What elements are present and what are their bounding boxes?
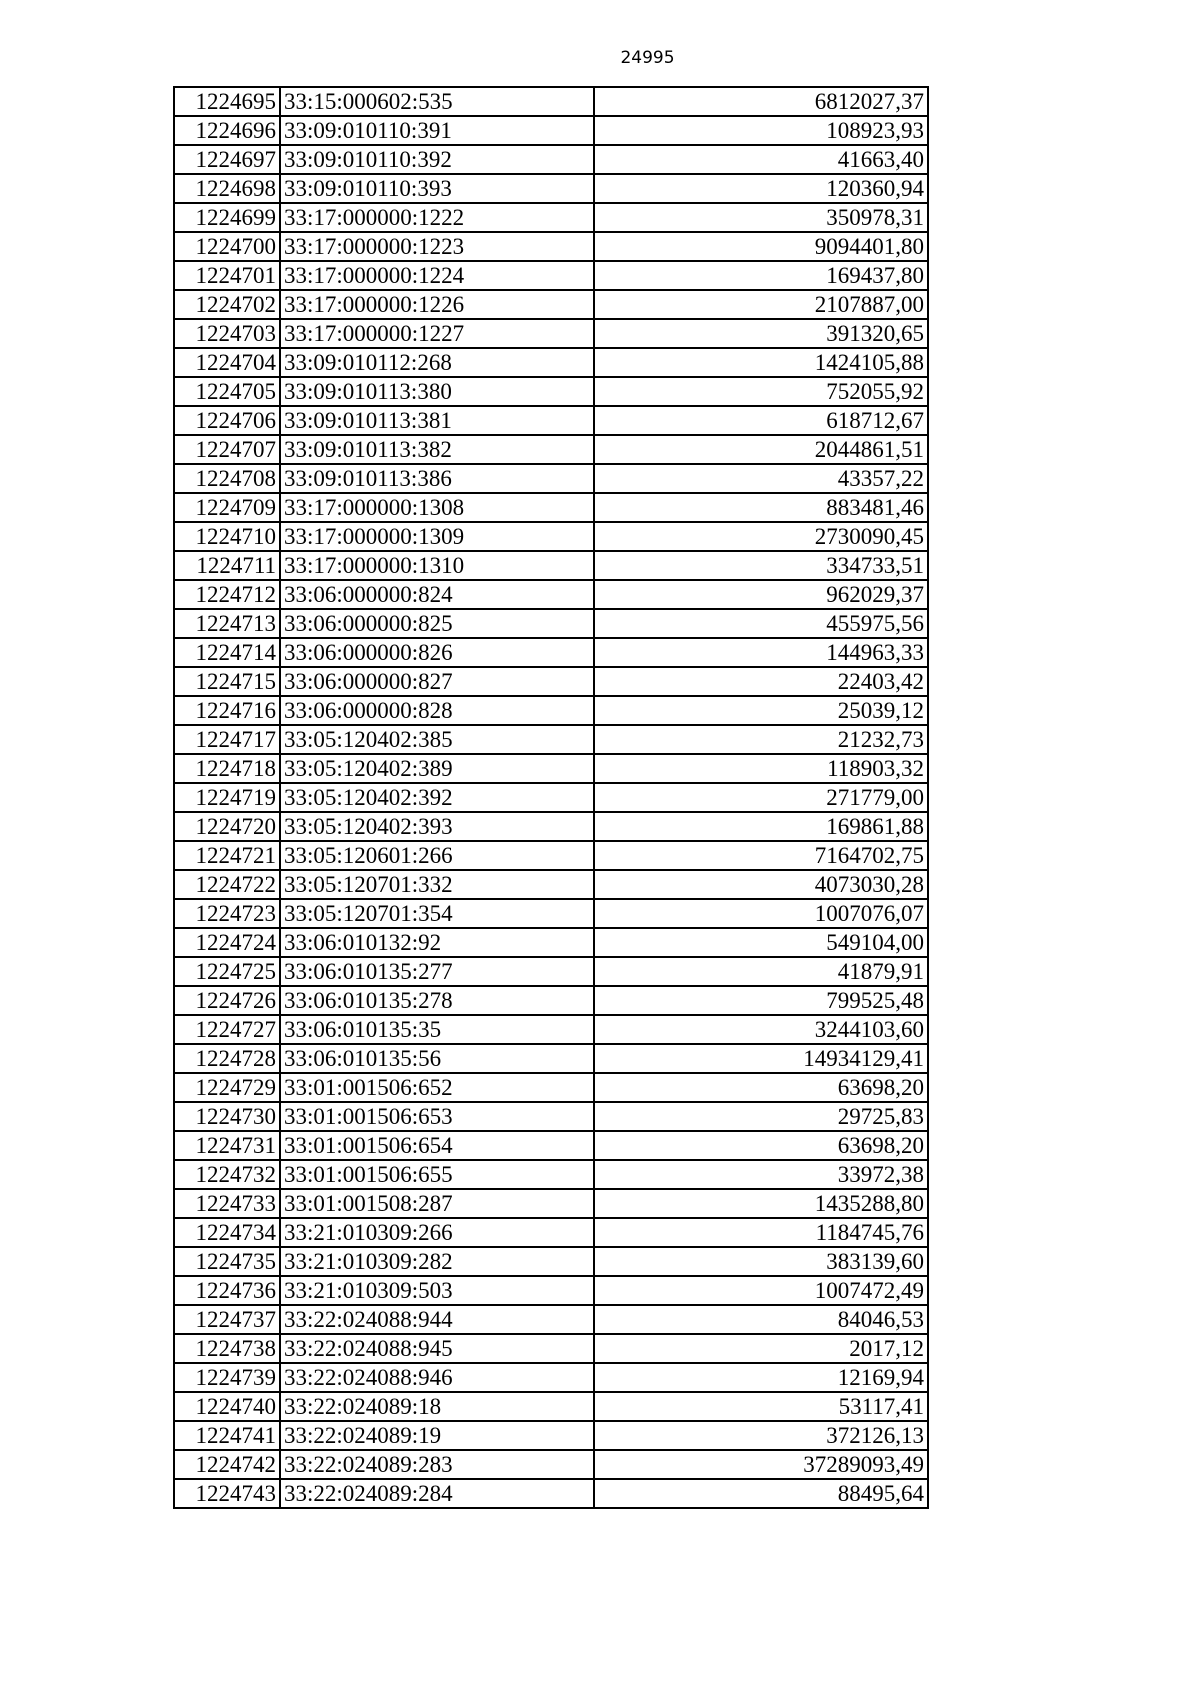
cadastral-number-cell: 33:17:000000:1310 <box>280 551 594 580</box>
value-cell: 37289093,49 <box>594 1450 928 1479</box>
row-id-cell: 1224737 <box>174 1305 280 1334</box>
value-cell: 9094401,80 <box>594 232 928 261</box>
table-row <box>174 1334 928 1363</box>
row-id-cell: 1224703 <box>174 319 280 348</box>
table-body <box>174 87 928 1508</box>
value-cell: 108923,93 <box>594 116 928 145</box>
row-id-cell: 1224713 <box>174 609 280 638</box>
value-cell: 752055,92 <box>594 377 928 406</box>
value-cell: 350978,31 <box>594 203 928 232</box>
table-row <box>174 1363 928 1392</box>
table-row <box>174 1015 928 1044</box>
table-row <box>174 870 928 899</box>
value-cell: 549104,00 <box>594 928 928 957</box>
value-cell: 41663,40 <box>594 145 928 174</box>
row-id-cell: 1224695 <box>174 87 280 116</box>
cadastral-number-cell: 33:01:001506:652 <box>280 1073 594 1102</box>
table-row <box>174 638 928 667</box>
table-row <box>174 1044 928 1073</box>
table-row <box>174 522 928 551</box>
row-id-cell: 1224723 <box>174 899 280 928</box>
table-row <box>174 87 928 116</box>
row-id-cell: 1224714 <box>174 638 280 667</box>
cadastral-number-cell: 33:05:120402:392 <box>280 783 594 812</box>
cadastral-number-cell: 33:17:000000:1308 <box>280 493 594 522</box>
cadastral-number-cell: 33:09:010110:393 <box>280 174 594 203</box>
row-id-cell: 1224706 <box>174 406 280 435</box>
cadastral-number-cell: 33:05:120402:393 <box>280 812 594 841</box>
row-id-cell: 1224712 <box>174 580 280 609</box>
table-row <box>174 377 928 406</box>
value-cell: 22403,42 <box>594 667 928 696</box>
table-row <box>174 203 928 232</box>
row-id-cell: 1224708 <box>174 464 280 493</box>
cadastral-number-cell: 33:01:001506:653 <box>280 1102 594 1131</box>
value-cell: 271779,00 <box>594 783 928 812</box>
cadastral-number-cell: 33:17:000000:1222 <box>280 203 594 232</box>
cadastral-number-cell: 33:22:024089:19 <box>280 1421 594 1450</box>
table-row <box>174 667 928 696</box>
row-id-cell: 1224726 <box>174 986 280 1015</box>
value-cell: 334733,51 <box>594 551 928 580</box>
cadastral-number-cell: 33:09:010113:380 <box>280 377 594 406</box>
value-cell: 2730090,45 <box>594 522 928 551</box>
row-id-cell: 1224697 <box>174 145 280 174</box>
value-cell: 3244103,60 <box>594 1015 928 1044</box>
row-id-cell: 1224719 <box>174 783 280 812</box>
table-row <box>174 725 928 754</box>
table-row <box>174 1160 928 1189</box>
cadastral-number-cell: 33:09:010110:392 <box>280 145 594 174</box>
cadastral-number-cell: 33:21:010309:266 <box>280 1218 594 1247</box>
cadastral-number-cell: 33:05:120402:389 <box>280 754 594 783</box>
cadastral-number-cell: 33:09:010112:268 <box>280 348 594 377</box>
table-row <box>174 1102 928 1131</box>
value-cell: 455975,56 <box>594 609 928 638</box>
table-row <box>174 1131 928 1160</box>
cadastral-number-cell: 33:09:010113:381 <box>280 406 594 435</box>
table-row <box>174 1450 928 1479</box>
value-cell: 1007472,49 <box>594 1276 928 1305</box>
row-id-cell: 1224718 <box>174 754 280 783</box>
value-cell: 169861,88 <box>594 812 928 841</box>
row-id-cell: 1224707 <box>174 435 280 464</box>
table-row <box>174 319 928 348</box>
cadastral-number-cell: 33:09:010110:391 <box>280 116 594 145</box>
value-cell: 14934129,41 <box>594 1044 928 1073</box>
table-row <box>174 986 928 1015</box>
row-id-cell: 1224742 <box>174 1450 280 1479</box>
table-row <box>174 1479 928 1508</box>
table-row <box>174 696 928 725</box>
row-id-cell: 1224736 <box>174 1276 280 1305</box>
table-row <box>174 812 928 841</box>
cadastral-number-cell: 33:21:010309:282 <box>280 1247 594 1276</box>
row-id-cell: 1224728 <box>174 1044 280 1073</box>
table-row <box>174 348 928 377</box>
value-cell: 383139,60 <box>594 1247 928 1276</box>
value-cell: 883481,46 <box>594 493 928 522</box>
row-id-cell: 1224743 <box>174 1479 280 1508</box>
cadastral-number-cell: 33:06:000000:827 <box>280 667 594 696</box>
table-row <box>174 841 928 870</box>
value-cell: 43357,22 <box>594 464 928 493</box>
cadastral-number-cell: 33:22:024089:283 <box>280 1450 594 1479</box>
value-cell: 29725,83 <box>594 1102 928 1131</box>
value-cell: 2017,12 <box>594 1334 928 1363</box>
value-cell: 962029,37 <box>594 580 928 609</box>
row-id-cell: 1224738 <box>174 1334 280 1363</box>
table-row <box>174 957 928 986</box>
table-row <box>174 1421 928 1450</box>
cadastral-number-cell: 33:06:000000:824 <box>280 580 594 609</box>
value-cell: 21232,73 <box>594 725 928 754</box>
cadastral-number-cell: 33:22:024089:18 <box>280 1392 594 1421</box>
row-id-cell: 1224732 <box>174 1160 280 1189</box>
cadastral-number-cell: 33:06:000000:828 <box>280 696 594 725</box>
value-cell: 391320,65 <box>594 319 928 348</box>
row-id-cell: 1224720 <box>174 812 280 841</box>
row-id-cell: 1224709 <box>174 493 280 522</box>
value-cell: 6812027,37 <box>594 87 928 116</box>
row-id-cell: 1224717 <box>174 725 280 754</box>
row-id-cell: 1224724 <box>174 928 280 957</box>
value-cell: 372126,13 <box>594 1421 928 1450</box>
page-number: 24995 <box>620 48 675 68</box>
row-id-cell: 1224721 <box>174 841 280 870</box>
table-row <box>174 290 928 319</box>
value-cell: 144963,33 <box>594 638 928 667</box>
table-row <box>174 145 928 174</box>
table-row <box>174 1073 928 1102</box>
table-row <box>174 1218 928 1247</box>
cadastral-number-cell: 33:22:024088:945 <box>280 1334 594 1363</box>
cadastral-number-cell: 33:06:010135:278 <box>280 986 594 1015</box>
row-id-cell: 1224722 <box>174 870 280 899</box>
table-row <box>174 1189 928 1218</box>
value-cell: 169437,80 <box>594 261 928 290</box>
cadastral-number-cell: 33:01:001508:287 <box>280 1189 594 1218</box>
value-cell: 88495,64 <box>594 1479 928 1508</box>
row-id-cell: 1224729 <box>174 1073 280 1102</box>
value-cell: 618712,67 <box>594 406 928 435</box>
row-id-cell: 1224725 <box>174 957 280 986</box>
table-row <box>174 116 928 145</box>
row-id-cell: 1224716 <box>174 696 280 725</box>
table-row <box>174 754 928 783</box>
cadastral-number-cell: 33:06:000000:825 <box>280 609 594 638</box>
row-id-cell: 1224740 <box>174 1392 280 1421</box>
value-cell: 84046,53 <box>594 1305 928 1334</box>
cadastral-number-cell: 33:17:000000:1223 <box>280 232 594 261</box>
cadastral-number-cell: 33:06:010135:277 <box>280 957 594 986</box>
row-id-cell: 1224730 <box>174 1102 280 1131</box>
value-cell: 53117,41 <box>594 1392 928 1421</box>
row-id-cell: 1224696 <box>174 116 280 145</box>
row-id-cell: 1224731 <box>174 1131 280 1160</box>
value-cell: 1184745,76 <box>594 1218 928 1247</box>
value-cell: 12169,94 <box>594 1363 928 1392</box>
value-cell: 25039,12 <box>594 696 928 725</box>
row-id-cell: 1224704 <box>174 348 280 377</box>
table-row <box>174 1276 928 1305</box>
table-row <box>174 435 928 464</box>
value-cell: 2107887,00 <box>594 290 928 319</box>
value-cell: 1435288,80 <box>594 1189 928 1218</box>
value-cell: 120360,94 <box>594 174 928 203</box>
table-row <box>174 1247 928 1276</box>
cadastral-number-cell: 33:01:001506:655 <box>280 1160 594 1189</box>
table-row <box>174 1392 928 1421</box>
table-row <box>174 609 928 638</box>
table-row <box>174 493 928 522</box>
cadastral-value-table <box>173 86 929 1509</box>
cadastral-number-cell: 33:05:120701:354 <box>280 899 594 928</box>
cadastral-number-cell: 33:17:000000:1309 <box>280 522 594 551</box>
cadastral-number-cell: 33:21:010309:503 <box>280 1276 594 1305</box>
cadastral-number-cell: 33:22:024088:944 <box>280 1305 594 1334</box>
row-id-cell: 1224715 <box>174 667 280 696</box>
value-cell: 33972,38 <box>594 1160 928 1189</box>
row-id-cell: 1224735 <box>174 1247 280 1276</box>
cadastral-number-cell: 33:06:000000:826 <box>280 638 594 667</box>
cadastral-number-cell: 33:06:010135:56 <box>280 1044 594 1073</box>
cadastral-number-cell: 33:09:010113:386 <box>280 464 594 493</box>
row-id-cell: 1224698 <box>174 174 280 203</box>
table-row <box>174 551 928 580</box>
row-id-cell: 1224710 <box>174 522 280 551</box>
value-cell: 41879,91 <box>594 957 928 986</box>
row-id-cell: 1224699 <box>174 203 280 232</box>
cadastral-number-cell: 33:22:024089:284 <box>280 1479 594 1508</box>
cadastral-number-cell: 33:17:000000:1227 <box>280 319 594 348</box>
value-cell: 7164702,75 <box>594 841 928 870</box>
cadastral-number-cell: 33:06:010135:35 <box>280 1015 594 1044</box>
table-row <box>174 174 928 203</box>
table-row <box>174 899 928 928</box>
cadastral-number-cell: 33:17:000000:1226 <box>280 290 594 319</box>
value-cell: 1007076,07 <box>594 899 928 928</box>
row-id-cell: 1224711 <box>174 551 280 580</box>
cadastral-number-cell: 33:05:120402:385 <box>280 725 594 754</box>
row-id-cell: 1224700 <box>174 232 280 261</box>
cadastral-number-cell: 33:05:120601:266 <box>280 841 594 870</box>
table-row <box>174 580 928 609</box>
table-row <box>174 928 928 957</box>
row-id-cell: 1224734 <box>174 1218 280 1247</box>
cadastral-number-cell: 33:05:120701:332 <box>280 870 594 899</box>
cadastral-number-cell: 33:01:001506:654 <box>280 1131 594 1160</box>
value-cell: 63698,20 <box>594 1131 928 1160</box>
row-id-cell: 1224733 <box>174 1189 280 1218</box>
cadastral-number-cell: 33:15:000602:535 <box>280 87 594 116</box>
table-row <box>174 406 928 435</box>
row-id-cell: 1224702 <box>174 290 280 319</box>
table-row <box>174 232 928 261</box>
table-row <box>174 1305 928 1334</box>
table-row <box>174 783 928 812</box>
table-row <box>174 261 928 290</box>
row-id-cell: 1224705 <box>174 377 280 406</box>
value-cell: 2044861,51 <box>594 435 928 464</box>
row-id-cell: 1224701 <box>174 261 280 290</box>
row-id-cell: 1224739 <box>174 1363 280 1392</box>
value-cell: 1424105,88 <box>594 348 928 377</box>
row-id-cell: 1224741 <box>174 1421 280 1450</box>
cadastral-number-cell: 33:22:024088:946 <box>280 1363 594 1392</box>
cadastral-number-cell: 33:06:010132:92 <box>280 928 594 957</box>
table-row <box>174 464 928 493</box>
row-id-cell: 1224727 <box>174 1015 280 1044</box>
cadastral-number-cell: 33:17:000000:1224 <box>280 261 594 290</box>
value-cell: 118903,32 <box>594 754 928 783</box>
value-cell: 63698,20 <box>594 1073 928 1102</box>
cadastral-number-cell: 33:09:010113:382 <box>280 435 594 464</box>
value-cell: 4073030,28 <box>594 870 928 899</box>
value-cell: 799525,48 <box>594 986 928 1015</box>
